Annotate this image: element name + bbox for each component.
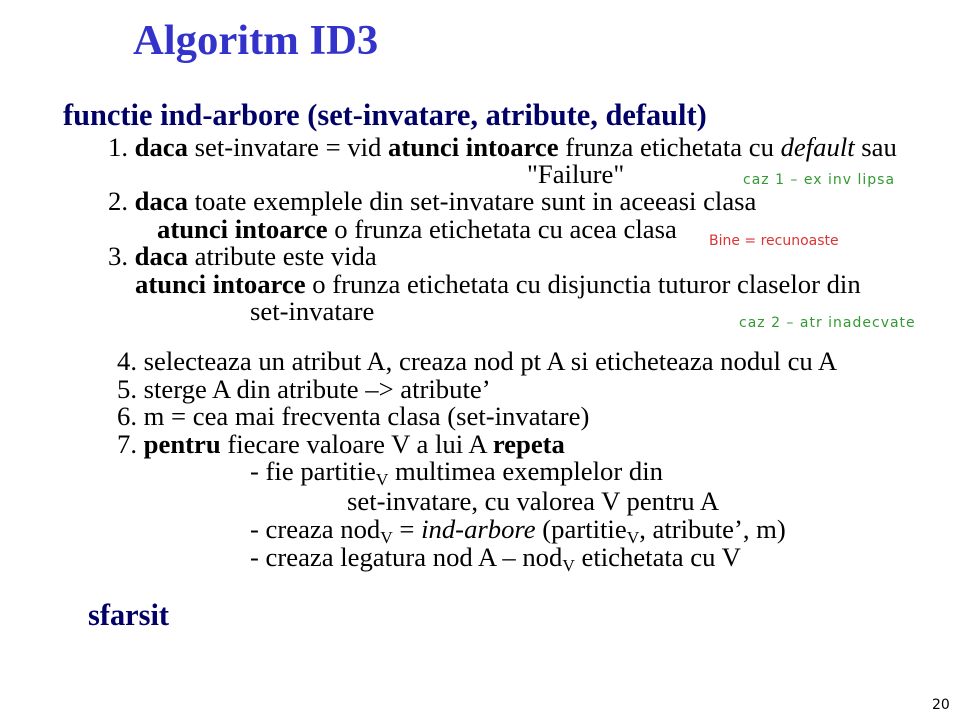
keyword-daca: daca — [134, 132, 188, 162]
param-default: default — [780, 132, 855, 162]
condition-text: toate exemplele din set-invatare sunt in aceeasi clasa — [187, 186, 757, 216]
step-7-partition-continuation — [347, 488, 719, 515]
annotation-case-2: caz 2 – atr inadecvate — [739, 315, 916, 331]
subscript-v: V — [626, 528, 640, 548]
step-3-line — [108, 243, 377, 270]
create-node-text: - creaza nod — [250, 514, 381, 544]
failure-literal: "Failure" — [527, 159, 625, 189]
step-number: 7. — [117, 429, 144, 459]
keyword-functie: functie — [63, 98, 153, 132]
step-number: 1. — [108, 132, 135, 162]
recursive-call-name: ind-arbore — [421, 514, 536, 544]
page-number: 20 — [932, 697, 950, 713]
action-text: o frunza etichetata cu acea clasa — [327, 214, 677, 244]
step-3-continuation-2 — [250, 298, 374, 325]
assign-text: = — [392, 514, 422, 544]
step-2-continuation — [157, 216, 677, 243]
step-6-line: 6. m = cea mai frecventa clasa (set-invatare) — [117, 401, 590, 431]
keyword-sfarsit: sfarsit — [88, 598, 170, 632]
keyword-atunci-intoarce: atunci intoarce — [388, 132, 559, 162]
step-number: 2. — [108, 186, 135, 216]
step-number: 3. — [108, 241, 135, 271]
subscript-v: V — [562, 556, 575, 576]
step-7-partition-line — [250, 456, 663, 490]
keyword-atunci-intoarce: atunci intoarce — [157, 214, 328, 244]
partition-text: - fie partitie — [250, 456, 376, 486]
annotation-case-1: caz 1 – ex inv lipsa — [743, 172, 896, 188]
step-7-create-link-line — [250, 542, 741, 576]
create-link-text: - creaza legatura nod A – nod — [250, 542, 563, 572]
condition-text: set-invatare = vid — [187, 132, 389, 162]
call-args-text: (partitie — [535, 514, 627, 544]
step-1-line — [108, 134, 897, 161]
annotation-good: Bine = recunoaste — [709, 233, 839, 249]
function-header: ind-arbore (set-invatare, atribute, default) — [152, 98, 707, 132]
function-signature — [63, 100, 707, 130]
keyword-repeta: repeta — [492, 429, 565, 459]
subscript-v: V — [380, 528, 393, 548]
subscript-v: V — [375, 470, 389, 490]
keyword-daca: daca — [134, 241, 188, 271]
partition-text-continuation: set-invatare, cu valorea V pentru A — [347, 486, 720, 516]
step-5-line: 5. sterge A din atribute –> atribute’ — [117, 374, 491, 404]
partition-text-tail: multimea exemplelor din — [388, 456, 663, 486]
step-7-line — [117, 431, 565, 458]
action-text-tail: set-invatare — [250, 296, 375, 326]
step-7-create-node-line — [250, 514, 786, 548]
keyword-daca: daca — [134, 186, 188, 216]
step-1-continuation — [527, 161, 624, 188]
call-args-tail: , atribute’, m) — [639, 514, 786, 544]
condition-text: atribute este vida — [187, 241, 377, 271]
action-text: o frunza etichetata cu disjunctia tuturor claselor din — [305, 269, 861, 299]
step-2-line — [108, 188, 756, 215]
loop-text: fiecare valoare V a lui A — [220, 429, 493, 459]
action-text: frunza etichetata cu — [558, 132, 781, 162]
step-3-continuation — [135, 271, 861, 298]
slide-title: Algoritm ID3 — [133, 17, 379, 64]
create-link-tail: etichetata cu V — [574, 542, 741, 572]
action-text-tail: sau — [854, 132, 897, 162]
keyword-pentru: pentru — [143, 429, 221, 459]
keyword-atunci-intoarce: atunci intoarce — [135, 269, 306, 299]
step-4-line: 4. selecteaza un atribut A, creaza nod pt A si eticheteaza nodul cu A — [117, 346, 838, 376]
